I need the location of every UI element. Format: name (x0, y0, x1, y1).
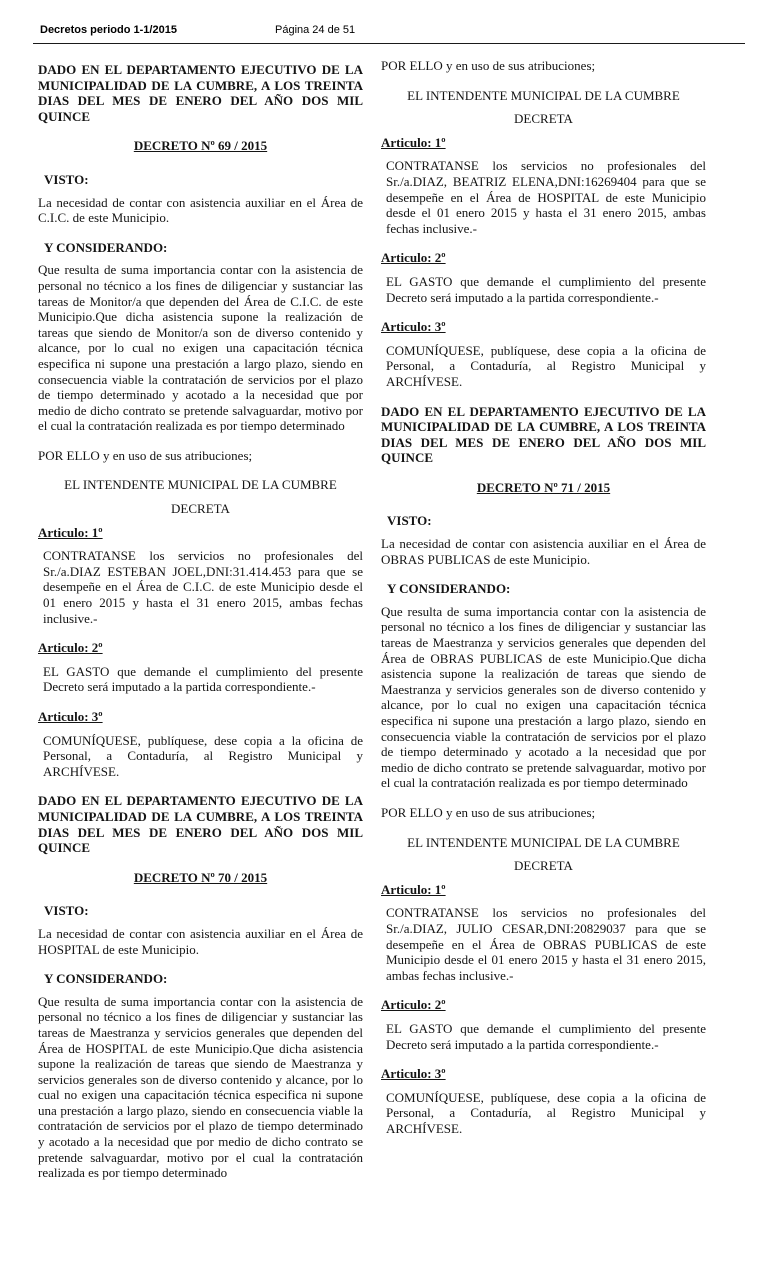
article-paragraph: EL GASTO que demande el cumplimiento del presente Decreto será imputado a la partida correspondiente.- (386, 273, 706, 305)
article-heading: Articulo: 1º (381, 134, 446, 150)
centered-line: DECRETA (514, 111, 573, 127)
article-paragraph: CONTRATANSE los servicios no profesionales del Sr./a.DIAZ, JULIO CESAR,DNI:20829037 para que se desempeñe en el Área de OBRAS PUBLICAS de este Municipio desde el 01 enero 2015 y hasta el 31 enero 2015, ambas fechas inclusive.- (386, 905, 706, 983)
paragraph: Que resulta de suma importancia contar con la asistencia de personal no técnico a los fines de diligenciar y sustanciar las tareas de Maestranza y servicios generales que dependen del Área de HOSPITAL de este Municipio.Que dicha asistencia supone la realización de tareas que siendo de Maestranza y servicios generales son de diverso contenido y alcance, por lo cual no exigen una capacitación técnica especifica ni supone una prestación a largo plazo, siendo en consecuencia viable la contratación de servicios por el plazo de tiempo determinado y acotado a la necesidad que por medio de dicho contrato se pretende salvaguardar, motivo por el cual la contratación realizada es por tiempo determinado (38, 993, 363, 1181)
centered-line: EL INTENDENTE MUNICIPAL DE LA CUMBRE (407, 87, 680, 103)
page-number: Página 24 de 51 (275, 24, 356, 36)
paragraph: Que resulta de suma importancia contar con la asistencia de personal no técnico a los fines de diligenciar y sustanciar las tareas de Monitor/a que dependen del Área de C.I.C. de este Municipio.Que dicha asistencia supone la realización de tareas que siendo de Monitor/a son de diverso contenido y alcance, por lo cual no exigen una capacitación técnica especifica ni supone una prestación a largo plazo, siendo en consecuencia viable la contratación de servicios por el plazo de tiempo determinado y acotado a la necesidad que por medio de dicho contrato se pretende salvaguardar, motivo por el cual la contratación realizada es por tiempo determinado (38, 262, 363, 434)
article-heading: Articulo: 1º (381, 881, 446, 897)
section-label: Y CONSIDERANDO: (387, 581, 511, 597)
column-left (38, 58, 363, 1195)
paragraph: POR ELLO y en uso de sus atribuciones; (38, 447, 253, 463)
article-paragraph: EL GASTO que demande el cumplimiento del presente Decreto será imputado a la partida correspondiente.- (43, 663, 363, 695)
article-paragraph: CONTRATANSE los servicios no profesionales del Sr./a.DIAZ, BEATRIZ ELENA,DNI:16269404 para que se desempeñe en el Área de HOSPITAL de este Municipio desde el 01 enero 2015 y hasta el 31 enero 2015, ambas fechas inclusive.- (386, 158, 706, 236)
paragraph: POR ELLO y en uso de sus atribuciones; (381, 58, 596, 73)
paragraph: La necesidad de contar con asistencia auxiliar en el Área de HOSPITAL de este Municipio. (38, 925, 363, 957)
centered-line: EL INTENDENTE MUNICIPAL DE LA CUMBRE (407, 834, 680, 850)
given-clause: DADO EN EL DEPARTAMENTO EJECUTIVO DE LA MUNICIPALIDAD DE LA CUMBRE, A LOS TREINTA DIAS DEL MES DE ENERO DEL AÑO DOS MIL QUINCE (381, 403, 706, 466)
section-label: VISTO: (44, 171, 89, 187)
article-paragraph: COMUNÍQUESE, publíquese, dese copia a la oficina de Personal, a Contaduría, al Registro Municipal y ARCHÍVESE. (386, 1089, 706, 1136)
document-title: Decretos periodo 1-1/2015 (40, 24, 177, 36)
section-label: VISTO: (387, 513, 432, 529)
document-body (0, 44, 778, 1195)
centered-line: DECRETA (514, 858, 573, 874)
paragraph: La necesidad de contar con asistencia auxiliar en el Área de OBRAS PUBLICAS de este Municipio. (381, 536, 706, 567)
article-paragraph: COMUNÍQUESE, publíquese, dese copia a la oficina de Personal, a Contaduría, al Registro Municipal y ARCHÍVESE. (386, 342, 706, 389)
article-heading: Articulo: 2º (381, 997, 446, 1013)
column-right (381, 58, 706, 1195)
paragraph: POR ELLO y en uso de sus atribuciones; (381, 804, 596, 820)
article-heading: Articulo: 1º (38, 524, 103, 540)
decree-title: DECRETO Nº 71 / 2015 (476, 479, 611, 495)
decree-title: DECRETO Nº 70 / 2015 (133, 869, 268, 885)
article-heading: Articulo: 3º (381, 1066, 446, 1082)
section-label: Y CONSIDERANDO: (44, 971, 168, 987)
article-paragraph: CONTRATANSE los servicios no profesionales del Sr./a.DIAZ ESTEBAN JOEL,DNI:31.414.453 para que se desempeñe en el Área de C.I.C. de este Municipio desde el 01 enero 2015 y hasta el 31 enero 2015, ambas fechas inclusive.- (43, 548, 363, 626)
given-clause: DADO EN EL DEPARTAMENTO EJECUTIVO DE LA MUNICIPALIDAD DE LA CUMBRE, A LOS TREINTA DIAS DEL MES DE ENERO DEL AÑO DOS MIL QUINCE (38, 793, 363, 856)
given-clause: DADO EN EL DEPARTAMENTO EJECUTIVO DE LA MUNICIPALIDAD DE LA CUMBRE, A LOS TREINTA DIAS DEL MES DE ENERO DEL AÑO DOS MIL QUINCE (38, 62, 363, 124)
page-header (33, 24, 745, 44)
paragraph: Que resulta de suma importancia contar con la asistencia de personal no técnico a los fines de diligenciar y sustanciar las tareas de Maestranza y servicios generales que dependen del Área de OBRAS PUBLICAS de este Municipio.Que dicha asistencia supone la realización de tareas que siendo de Maestranza y servicios generales son de diverso contenido y alcance, por lo cual no exigen una capacitación técnica especifica ni supone una prestación a largo plazo, siendo en consecuencia viable la contratación de servicios por el plazo de tiempo determinado y acotado a la necesidad que por medio de dicho contrato se pretende salvaguardar, motivo por el cual la contratación realizada es por tiempo determinado (381, 603, 706, 791)
decree-title: DECRETO Nº 69 / 2015 (133, 138, 268, 154)
article-heading: Articulo: 2º (38, 640, 103, 656)
centered-line: EL INTENDENTE MUNICIPAL DE LA CUMBRE (64, 477, 337, 493)
article-heading: Articulo: 2º (381, 250, 446, 266)
article-heading: Articulo: 3º (381, 319, 446, 335)
article-heading: Articulo: 3º (38, 709, 103, 724)
article-paragraph: COMUNÍQUESE, publíquese, dese copia a la oficina de Personal, a Contaduría, al Registro Municipal y ARCHÍVESE. (43, 732, 363, 779)
paragraph: La necesidad de contar con asistencia auxiliar en el Área de C.I.C. de este Municipio. (38, 194, 363, 226)
section-label: Y CONSIDERANDO: (44, 239, 168, 255)
centered-line: DECRETA (171, 501, 230, 517)
section-label: VISTO: (44, 903, 89, 919)
article-paragraph: EL GASTO que demande el cumplimiento del presente Decreto será imputado a la partida correspondiente.- (386, 1020, 706, 1052)
